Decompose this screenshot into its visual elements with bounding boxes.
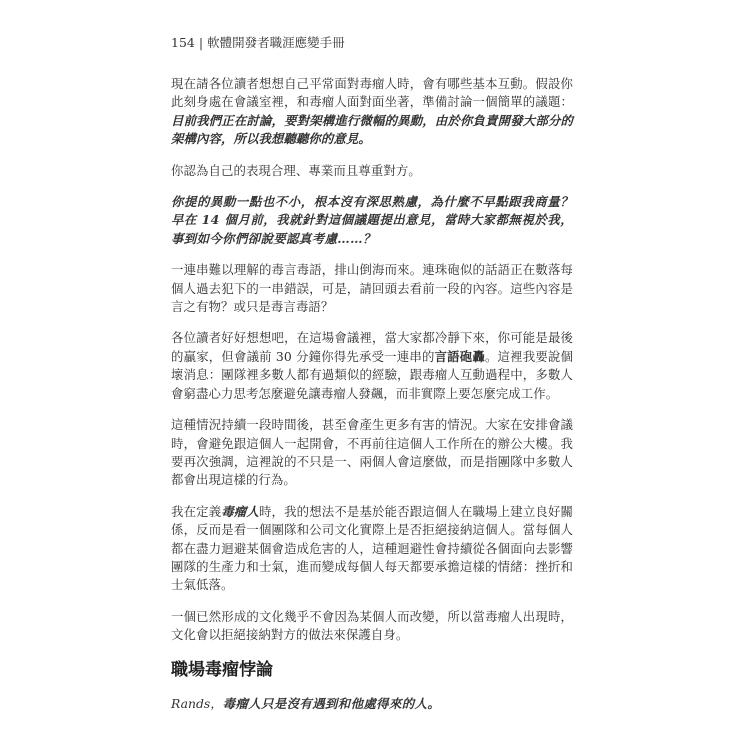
paragraph-5-text-c: 。這裡我要說個壞消息：團隊裡多數人都有過類似的經驗，跟毒瘤人互動過程中，多數人會窮盡心力思考怎麼避免讓毒瘤人發飆，而非實際上要怎麼完成工作。 [171, 348, 573, 401]
paragraph-7-emphasis: 毒瘤人 [221, 503, 259, 519]
book-title: 軟體開發者職涯應變手冊 [207, 35, 345, 50]
epigraph-text: 毒瘤人只是沒有遇到和他處得來的人。 [222, 695, 441, 711]
paragraph-5 [171, 329, 573, 403]
paragraph-6: 這種情況持續一段時間後，甚至會產生更多有害的情況。大家在安排會議時，會避免跟這個人一起開會，不再前往這個人工作所在的辦公大樓。我要再次強調，這裡說的不只是一、兩個人會這麼做，而是指團隊中多數人都會出現這樣的行為。 [171, 417, 573, 488]
running-header [171, 35, 345, 51]
paragraph-7 [171, 503, 573, 595]
paragraph-5-emphasis: 言語砲轟 [434, 348, 485, 364]
paragraph-2: 你認為自己的表現合理、專業而且尊重對方。 [171, 162, 421, 178]
paragraph-1-quote: 目前我們正在討論，要對架構進行微幅的異動，由於你負責開發大部分的架構內容，所以我想聽聽你的意見。 [171, 112, 573, 147]
paragraph-3-quote: 你提的異動一點也不小，根本沒有深思熟慮，為什麼不早點跟我商量？早在 14 個月前，我就針對這個議題提出意見，當時大家都無視於我，事到如今你們卻說要認真考慮……？ [171, 194, 573, 246]
header-separator: | [198, 35, 204, 50]
paragraph-1-text: 現在請各位讀者想想自己平常面對毒瘤人時，會有哪些基本互動。假設你此刻身處在會議室裡，和毒瘤人面對面坐著，準備討論一個簡單的議題： [171, 76, 573, 110]
epigraph-author: Rands [171, 695, 211, 711]
paragraph-8: 一個已然形成的文化幾乎不會因為某個人而改變，所以當毒瘤人出現時，文化會以拒絕接納對方的做法來保護自身。 [171, 608, 573, 643]
epigraph [171, 695, 573, 713]
page-body [171, 75, 573, 713]
paragraph-7-text-a: 我在定義 [171, 503, 222, 519]
paragraph-1 [171, 75, 573, 149]
epigraph-separator: ， [210, 695, 223, 711]
page-number: 154 [171, 35, 195, 50]
paragraph-7-text-c: 時，我的想法不是基於能否跟這個人在職場上建立良好關係，反而是看一個團隊和公司文化實際上是否拒絕接納這個人。當每個人都在盡力迴避某個會造成危害的人，這種迴避性會持續從各個面向去影響團隊的生產力和士氣，進而變成每個人每天都要承擔這樣的情緒：挫折和士氣低落。 [171, 503, 573, 593]
section-heading: 職場毒瘤悖論 [171, 659, 273, 680]
paragraph-4: 一連串難以理解的毒言毒語，排山倒海而來。連珠砲似的話語正在數落每個人過去犯下的一串錯誤，可是，請回頭去看前一段的內容。這些內容是言之有物？或只是毒言毒語？ [171, 262, 573, 315]
paragraph-5-text-a: 各位讀者好好想想吧，在這場會議裡，當大家都冷靜下來，你可能是最後的贏家，但會議前 30 分鐘你得先承受一連串的 [171, 330, 573, 364]
